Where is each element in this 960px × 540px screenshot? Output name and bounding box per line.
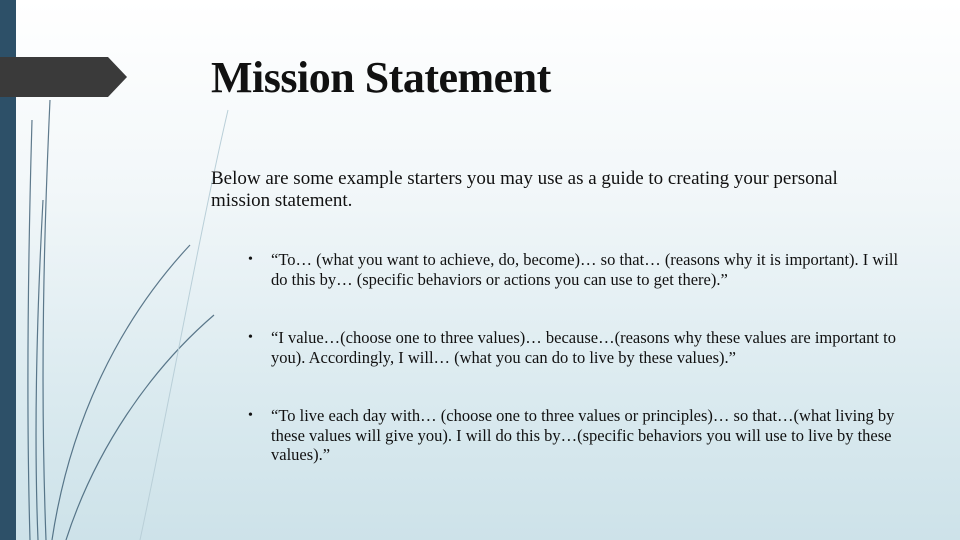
list-item [248,406,913,465]
mission-starters-list [248,250,913,465]
bullet-icon: • [248,408,253,423]
list-item [248,250,913,289]
bullet-icon: • [248,252,253,267]
bullet-icon: • [248,330,253,345]
intro-text: Below are some example starters you may use as a guide to creating your personal mission statement. [211,168,838,211]
list-item [248,328,913,367]
slide-title: Mission Statement [211,53,551,102]
list-item-text: “To… (what you want to achieve, do, become)… so that… (reasons why it is important). I will do this by… (specific behaviors or actions you can use to get there).” [271,250,899,289]
list-item-text: “I value…(choose one to three values)… because…(reasons why these values are important to you). Accordingly, I will… (what you can do to live by these values).” [271,328,896,367]
title-accent-bar [0,57,127,97]
list-item-text: “To live each day with… (choose one to three values or principles)… so that…(what living by these values will give you). I will do this by…(specific behaviors you will use to live by these values).” [271,406,895,464]
